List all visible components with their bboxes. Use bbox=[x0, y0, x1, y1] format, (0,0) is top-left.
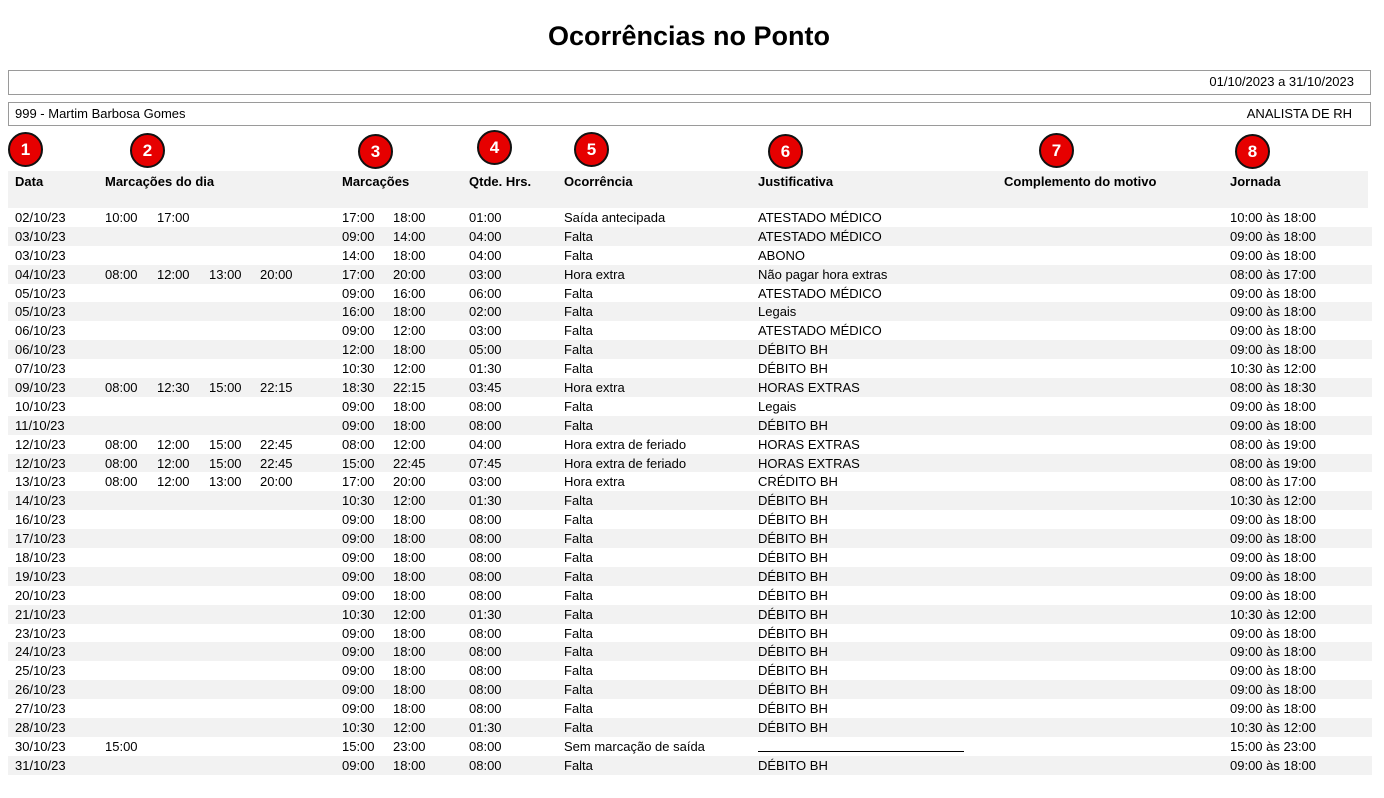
cell-marcacao-dia-2: 12:30 bbox=[157, 380, 190, 396]
cell-jornada: 09:00 às 18:00 bbox=[1230, 228, 1317, 244]
cell-marcacao-fim: 12:00 bbox=[393, 606, 426, 622]
cell-marcacao-fim: 22:45 bbox=[393, 455, 426, 471]
table-row bbox=[8, 680, 1372, 699]
table-row bbox=[8, 737, 1372, 756]
cell-ocorrencia: Falta bbox=[564, 606, 593, 622]
header-marcacoes-dia: Marcações do dia bbox=[105, 174, 215, 189]
cell-marcacao-inicio: 09:00 bbox=[342, 417, 375, 433]
cell-justificativa: DÉBITO BH bbox=[758, 342, 828, 358]
header-justificativa: Justificativa bbox=[758, 174, 834, 189]
cell-marcacao-inicio: 18:30 bbox=[342, 380, 375, 396]
cell-data: 25/10/23 bbox=[15, 663, 66, 679]
cell-marcacao-dia-1: 08:00 bbox=[105, 474, 138, 490]
cell-marcacao-dia-4: 20:00 bbox=[260, 474, 293, 490]
cell-data: 26/10/23 bbox=[15, 682, 66, 698]
cell-ocorrencia: Falta bbox=[564, 625, 593, 641]
cell-marcacao-inicio: 09:00 bbox=[342, 757, 375, 773]
table-row bbox=[8, 624, 1372, 643]
cell-marcacao-inicio: 09:00 bbox=[342, 531, 375, 547]
cell-data: 23/10/23 bbox=[15, 625, 66, 641]
cell-marcacao-dia-2: 12:00 bbox=[157, 474, 190, 490]
cell-qtde-hrs: 01:30 bbox=[469, 493, 502, 509]
table-row bbox=[8, 642, 1372, 661]
cell-data: 05/10/23 bbox=[15, 285, 66, 301]
cell-justificativa: DÉBITO BH bbox=[758, 625, 828, 641]
cell-jornada: 15:00 às 23:00 bbox=[1230, 738, 1317, 754]
employee-box bbox=[8, 102, 1371, 126]
table-row bbox=[8, 208, 1372, 227]
table-row bbox=[8, 397, 1372, 416]
cell-ocorrencia: Saída antecipada bbox=[564, 210, 666, 225]
cell-marcacao-dia-3: 15:00 bbox=[209, 455, 242, 471]
cell-marcacao-dia-1: 08:00 bbox=[105, 380, 138, 396]
cell-marcacao-dia-1: 08:00 bbox=[105, 455, 138, 471]
cell-jornada: 08:00 às 19:00 bbox=[1230, 455, 1317, 471]
cell-justificativa: Não pagar hora extras bbox=[758, 266, 888, 282]
cell-marcacao-fim: 14:00 bbox=[393, 228, 426, 244]
cell-justificativa: ATESTADO MÉDICO bbox=[758, 285, 882, 301]
cell-justificativa: DÉBITO BH bbox=[758, 644, 828, 660]
header-complemento: Complemento do motivo bbox=[1004, 174, 1157, 189]
cell-marcacao-fim: 12:00 bbox=[393, 720, 426, 736]
cell-jornada: 09:00 às 18:00 bbox=[1230, 568, 1317, 584]
cell-qtde-hrs: 08:00 bbox=[469, 568, 502, 584]
cell-jornada: 10:30 às 12:00 bbox=[1230, 720, 1317, 736]
cell-justificativa: DÉBITO BH bbox=[758, 720, 828, 736]
cell-marcacao-dia-1: 15:00 bbox=[105, 738, 138, 754]
cell-data: 27/10/23 bbox=[15, 701, 66, 717]
cell-justificativa: DÉBITO BH bbox=[758, 493, 828, 509]
cell-justificativa: DÉBITO BH bbox=[758, 701, 828, 717]
cell-marcacao-inicio: 14:00 bbox=[342, 247, 375, 263]
cell-marcacao-dia-3: 15:00 bbox=[209, 436, 242, 452]
cell-qtde-hrs: 01:30 bbox=[469, 361, 502, 377]
table-row bbox=[8, 284, 1372, 303]
justificativa-blank-line[interactable] bbox=[758, 739, 964, 755]
column-badge-7: 7 bbox=[1039, 133, 1074, 168]
cell-data: 20/10/23 bbox=[15, 587, 66, 603]
cell-data: 31/10/23 bbox=[15, 757, 66, 773]
cell-qtde-hrs: 08:00 bbox=[469, 682, 502, 698]
cell-marcacao-inicio: 09:00 bbox=[342, 682, 375, 698]
cell-justificativa: DÉBITO BH bbox=[758, 606, 828, 622]
cell-data: 12/10/23 bbox=[15, 455, 66, 471]
cell-marcacao-dia-2: 12:00 bbox=[157, 436, 190, 452]
cell-justificativa: DÉBITO BH bbox=[758, 417, 828, 433]
employee-name: 999 - Martim Barbosa Gomes bbox=[15, 106, 186, 121]
cell-jornada: 09:00 às 18:00 bbox=[1230, 512, 1317, 528]
cell-marcacao-fim: 20:00 bbox=[393, 266, 426, 282]
cell-marcacao-inicio: 09:00 bbox=[342, 512, 375, 528]
cell-marcacao-inicio: 10:30 bbox=[342, 720, 375, 736]
cell-marcacao-fim: 22:15 bbox=[393, 380, 426, 396]
cell-justificativa: DÉBITO BH bbox=[758, 663, 828, 679]
cell-jornada: 09:00 às 18:00 bbox=[1230, 398, 1317, 414]
cell-marcacao-dia-4: 22:45 bbox=[260, 436, 293, 452]
cell-ocorrencia: Falta bbox=[564, 682, 593, 698]
cell-jornada: 08:00 às 19:00 bbox=[1230, 436, 1317, 452]
cell-justificativa: DÉBITO BH bbox=[758, 587, 828, 603]
cell-justificativa: ATESTADO MÉDICO bbox=[758, 210, 882, 225]
cell-data: 07/10/23 bbox=[15, 361, 66, 377]
table-row bbox=[8, 718, 1372, 737]
cell-marcacao-inicio: 09:00 bbox=[342, 701, 375, 717]
cell-marcacao-dia-3: 15:00 bbox=[209, 380, 242, 396]
cell-marcacao-dia-2: 12:00 bbox=[157, 455, 190, 471]
cell-qtde-hrs: 08:00 bbox=[469, 398, 502, 414]
cell-data: 16/10/23 bbox=[15, 512, 66, 528]
cell-qtde-hrs: 08:00 bbox=[469, 625, 502, 641]
cell-marcacao-dia-1: 08:00 bbox=[105, 266, 138, 282]
table-row bbox=[8, 359, 1372, 378]
cell-marcacao-inicio: 09:00 bbox=[342, 228, 375, 244]
table-row bbox=[8, 548, 1372, 567]
column-badge-8: 8 bbox=[1235, 134, 1270, 169]
occurrences-table-body bbox=[8, 208, 1372, 775]
cell-marcacao-inicio: 09:00 bbox=[342, 285, 375, 301]
table-row bbox=[8, 340, 1372, 359]
cell-ocorrencia: Hora extra bbox=[564, 380, 625, 396]
cell-ocorrencia: Hora extra de feriado bbox=[564, 436, 687, 452]
cell-justificativa: ATESTADO MÉDICO bbox=[758, 228, 882, 244]
cell-marcacao-inicio: 08:00 bbox=[342, 436, 375, 452]
cell-marcacao-fim: 16:00 bbox=[393, 285, 426, 301]
cell-qtde-hrs: 08:00 bbox=[469, 417, 502, 433]
cell-marcacao-inicio: 16:00 bbox=[342, 304, 375, 320]
table-row bbox=[8, 472, 1372, 491]
cell-marcacao-inicio: 09:00 bbox=[342, 323, 375, 339]
cell-marcacao-inicio: 17:00 bbox=[342, 266, 375, 282]
cell-ocorrencia: Falta bbox=[564, 663, 593, 679]
cell-justificativa: DÉBITO BH bbox=[758, 757, 828, 773]
column-badge-1: 1 bbox=[8, 132, 43, 167]
cell-marcacao-inicio: 12:00 bbox=[342, 342, 375, 358]
cell-ocorrencia: Falta bbox=[564, 417, 593, 433]
period-range: 01/10/2023 a 31/10/2023 bbox=[1209, 74, 1354, 89]
cell-ocorrencia: Falta bbox=[564, 531, 593, 547]
cell-ocorrencia: Falta bbox=[564, 285, 593, 301]
cell-jornada: 08:00 às 18:30 bbox=[1230, 380, 1317, 396]
cell-marcacao-inicio: 09:00 bbox=[342, 398, 375, 414]
table-row bbox=[8, 227, 1372, 246]
cell-ocorrencia: Sem marcação de saída bbox=[564, 738, 705, 754]
cell-ocorrencia: Falta bbox=[564, 323, 593, 339]
cell-jornada: 10:30 às 12:00 bbox=[1230, 361, 1317, 377]
cell-jornada: 08:00 às 17:00 bbox=[1230, 266, 1317, 282]
header-jornada: Jornada bbox=[1230, 174, 1281, 189]
table-row bbox=[8, 435, 1372, 454]
cell-marcacao-fim: 23:00 bbox=[393, 738, 426, 754]
header-qtde-hrs: Qtde. Hrs. bbox=[469, 174, 532, 189]
cell-qtde-hrs: 08:00 bbox=[469, 644, 502, 660]
table-row bbox=[8, 416, 1372, 435]
cell-data: 09/10/23 bbox=[15, 380, 66, 396]
cell-marcacao-fim: 18:00 bbox=[393, 550, 426, 566]
cell-qtde-hrs: 08:00 bbox=[469, 531, 502, 547]
cell-jornada: 09:00 às 18:00 bbox=[1230, 757, 1317, 773]
cell-jornada: 09:00 às 18:00 bbox=[1230, 663, 1317, 679]
cell-jornada: 09:00 às 18:00 bbox=[1230, 550, 1317, 566]
cell-data: 10/10/23 bbox=[15, 398, 66, 414]
cell-data: 02/10/23 bbox=[15, 210, 66, 225]
table-row bbox=[8, 699, 1372, 718]
column-badge-6: 6 bbox=[768, 134, 803, 169]
cell-jornada: 10:30 às 12:00 bbox=[1230, 606, 1317, 622]
cell-marcacao-fim: 18:00 bbox=[393, 398, 426, 414]
cell-qtde-hrs: 06:00 bbox=[469, 285, 502, 301]
cell-marcacao-fim: 18:00 bbox=[393, 587, 426, 603]
cell-qtde-hrs: 04:00 bbox=[469, 247, 502, 263]
cell-data: 11/10/23 bbox=[15, 417, 65, 433]
cell-jornada: 09:00 às 18:00 bbox=[1230, 682, 1317, 698]
cell-marcacao-dia-4: 22:15 bbox=[260, 380, 293, 396]
cell-marcacao-fim: 18:00 bbox=[393, 247, 426, 263]
cell-ocorrencia: Falta bbox=[564, 247, 593, 263]
table-row bbox=[8, 454, 1372, 473]
cell-justificativa: Legais bbox=[758, 304, 797, 320]
cell-marcacao-inicio: 10:30 bbox=[342, 493, 375, 509]
table-row bbox=[8, 529, 1372, 548]
cell-justificativa: HORAS EXTRAS bbox=[758, 436, 860, 452]
column-badge-4: 4 bbox=[477, 130, 512, 165]
cell-marcacao-inicio: 15:00 bbox=[342, 455, 375, 471]
cell-justificativa: ATESTADO MÉDICO bbox=[758, 323, 882, 339]
cell-jornada: 09:00 às 18:00 bbox=[1230, 247, 1317, 263]
cell-marcacao-inicio: 09:00 bbox=[342, 644, 375, 660]
cell-marcacao-inicio: 09:00 bbox=[342, 663, 375, 679]
cell-marcacao-dia-3: 13:00 bbox=[209, 474, 242, 490]
cell-data: 17/10/23 bbox=[15, 531, 66, 547]
cell-qtde-hrs: 01:30 bbox=[469, 606, 502, 622]
cell-data: 28/10/23 bbox=[15, 720, 66, 736]
cell-marcacao-fim: 18:00 bbox=[393, 757, 426, 773]
cell-marcacao-inicio: 09:00 bbox=[342, 587, 375, 603]
cell-qtde-hrs: 08:00 bbox=[469, 550, 502, 566]
cell-qtde-hrs: 03:45 bbox=[469, 380, 502, 396]
cell-data: 24/10/23 bbox=[15, 644, 66, 660]
cell-marcacao-inicio: 09:00 bbox=[342, 625, 375, 641]
cell-qtde-hrs: 03:00 bbox=[469, 266, 502, 282]
table-row bbox=[8, 265, 1372, 284]
column-badge-3: 3 bbox=[358, 134, 393, 169]
cell-jornada: 09:00 às 18:00 bbox=[1230, 531, 1317, 547]
cell-marcacao-dia-2: 12:00 bbox=[157, 266, 190, 282]
cell-data: 18/10/23 bbox=[15, 550, 66, 566]
cell-ocorrencia: Falta bbox=[564, 493, 593, 509]
cell-marcacao-fim: 12:00 bbox=[393, 361, 426, 377]
cell-data: 30/10/23 bbox=[15, 738, 66, 754]
cell-jornada: 09:00 às 18:00 bbox=[1230, 644, 1317, 660]
cell-ocorrencia: Falta bbox=[564, 398, 593, 414]
cell-qtde-hrs: 03:00 bbox=[469, 474, 502, 490]
table-row bbox=[8, 246, 1372, 265]
cell-marcacao-fim: 12:00 bbox=[393, 323, 426, 339]
table-row bbox=[8, 756, 1372, 775]
cell-marcacao-inicio: 17:00 bbox=[342, 474, 375, 490]
cell-qtde-hrs: 08:00 bbox=[469, 757, 502, 773]
cell-qtde-hrs: 08:00 bbox=[469, 512, 502, 528]
cell-justificativa: DÉBITO BH bbox=[758, 682, 828, 698]
cell-marcacao-dia-4: 20:00 bbox=[260, 266, 293, 282]
cell-jornada: 09:00 às 18:00 bbox=[1230, 285, 1317, 301]
cell-data: 21/10/23 bbox=[15, 606, 66, 622]
cell-jornada: 08:00 às 17:00 bbox=[1230, 474, 1317, 490]
cell-qtde-hrs: 03:00 bbox=[469, 323, 502, 339]
cell-ocorrencia: Falta bbox=[564, 587, 593, 603]
cell-marcacao-fim: 18:00 bbox=[393, 304, 426, 320]
cell-qtde-hrs: 08:00 bbox=[469, 738, 502, 754]
cell-marcacao-inicio: 09:00 bbox=[342, 568, 375, 584]
cell-qtde-hrs: 08:00 bbox=[469, 663, 502, 679]
cell-data: 04/10/23 bbox=[15, 266, 66, 282]
cell-qtde-hrs: 01:00 bbox=[469, 210, 502, 225]
page-title: Ocorrências no Ponto bbox=[547, 21, 831, 51]
cell-data: 12/10/23 bbox=[15, 436, 66, 452]
cell-jornada: 09:00 às 18:00 bbox=[1230, 304, 1317, 320]
cell-qtde-hrs: 01:30 bbox=[469, 720, 502, 736]
cell-jornada: 10:30 às 12:00 bbox=[1230, 493, 1317, 509]
cell-marcacao-dia-1: 10:00 bbox=[105, 210, 138, 225]
cell-justificativa: DÉBITO BH bbox=[758, 512, 828, 528]
table-row bbox=[8, 586, 1372, 605]
cell-qtde-hrs: 04:00 bbox=[469, 228, 502, 244]
cell-data: 19/10/23 bbox=[15, 568, 66, 584]
cell-justificativa: ABONO bbox=[758, 247, 805, 263]
table-row bbox=[8, 491, 1372, 510]
cell-qtde-hrs: 08:00 bbox=[469, 701, 502, 717]
cell-ocorrencia: Hora extra bbox=[564, 474, 625, 490]
cell-justificativa: HORAS EXTRAS bbox=[758, 380, 860, 396]
cell-jornada: 10:00 às 18:00 bbox=[1230, 210, 1317, 225]
cell-ocorrencia: Falta bbox=[564, 512, 593, 528]
cell-ocorrencia: Falta bbox=[564, 720, 593, 736]
cell-marcacao-fim: 18:00 bbox=[393, 663, 426, 679]
cell-marcacao-dia-1: 08:00 bbox=[105, 436, 138, 452]
cell-ocorrencia: Falta bbox=[564, 228, 593, 244]
cell-marcacao-inicio: 17:00 bbox=[342, 210, 375, 225]
cell-marcacao-fim: 18:00 bbox=[393, 531, 426, 547]
header-marcacoes: Marcações bbox=[342, 174, 410, 189]
cell-ocorrencia: Falta bbox=[564, 701, 593, 717]
cell-justificativa: DÉBITO BH bbox=[758, 550, 828, 566]
cell-justificativa: DÉBITO BH bbox=[758, 531, 828, 547]
cell-ocorrencia: Hora extra de feriado bbox=[564, 455, 687, 471]
cell-ocorrencia: Falta bbox=[564, 361, 593, 377]
cell-ocorrencia: Falta bbox=[564, 342, 593, 358]
cell-data: 06/10/23 bbox=[15, 342, 66, 358]
cell-justificativa: CRÉDITO BH bbox=[758, 474, 838, 490]
employee-role: ANALISTA DE RH bbox=[1246, 106, 1352, 121]
cell-justificativa: DÉBITO BH bbox=[758, 361, 828, 377]
cell-marcacao-dia-2: 17:00 bbox=[157, 210, 190, 225]
cell-qtde-hrs: 07:45 bbox=[469, 455, 502, 471]
header-ocorrencia: Ocorrência bbox=[564, 174, 633, 189]
cell-jornada: 09:00 às 18:00 bbox=[1230, 342, 1317, 358]
cell-jornada: 09:00 às 18:00 bbox=[1230, 323, 1317, 339]
table-row bbox=[8, 567, 1372, 586]
cell-marcacao-fim: 18:00 bbox=[393, 342, 426, 358]
cell-justificativa: Legais bbox=[758, 398, 797, 414]
cell-ocorrencia: Falta bbox=[564, 550, 593, 566]
table-row bbox=[8, 510, 1372, 529]
cell-data: 03/10/23 bbox=[15, 228, 66, 244]
cell-qtde-hrs: 05:00 bbox=[469, 342, 502, 358]
cell-qtde-hrs: 04:00 bbox=[469, 436, 502, 452]
cell-marcacao-fim: 18:00 bbox=[393, 512, 426, 528]
cell-jornada: 09:00 às 18:00 bbox=[1230, 417, 1317, 433]
cell-marcacao-fim: 18:00 bbox=[393, 568, 426, 584]
table-row bbox=[8, 661, 1372, 680]
cell-jornada: 09:00 às 18:00 bbox=[1230, 701, 1317, 717]
cell-jornada: 09:00 às 18:00 bbox=[1230, 625, 1317, 641]
cell-marcacao-fim: 12:00 bbox=[393, 493, 426, 509]
cell-ocorrencia: Hora extra bbox=[564, 266, 625, 282]
period-box bbox=[8, 70, 1371, 95]
cell-justificativa: DÉBITO BH bbox=[758, 568, 828, 584]
cell-data: 06/10/23 bbox=[15, 323, 66, 339]
cell-marcacao-inicio: 15:00 bbox=[342, 738, 375, 754]
column-badge-5: 5 bbox=[574, 132, 609, 167]
cell-qtde-hrs: 02:00 bbox=[469, 304, 502, 320]
cell-qtde-hrs: 08:00 bbox=[469, 587, 502, 603]
cell-marcacao-inicio: 10:30 bbox=[342, 606, 375, 622]
header-data: Data bbox=[15, 174, 44, 189]
table-row bbox=[8, 378, 1372, 397]
cell-jornada: 09:00 às 18:00 bbox=[1230, 587, 1317, 603]
cell-marcacao-fim: 18:00 bbox=[393, 682, 426, 698]
cell-ocorrencia: Falta bbox=[564, 568, 593, 584]
cell-marcacao-inicio: 10:30 bbox=[342, 361, 375, 377]
table-row bbox=[8, 321, 1372, 340]
cell-marcacao-inicio: 09:00 bbox=[342, 550, 375, 566]
cell-data: 03/10/23 bbox=[15, 247, 66, 263]
table-row bbox=[8, 302, 1372, 321]
cell-marcacao-fim: 12:00 bbox=[393, 436, 426, 452]
cell-ocorrencia: Falta bbox=[564, 644, 593, 660]
cell-marcacao-fim: 18:00 bbox=[393, 701, 426, 717]
cell-ocorrencia: Falta bbox=[564, 304, 593, 320]
table-row bbox=[8, 605, 1372, 624]
column-badge-2: 2 bbox=[130, 133, 165, 168]
cell-data: 13/10/23 bbox=[15, 474, 66, 490]
cell-justificativa: HORAS EXTRAS bbox=[758, 455, 860, 471]
cell-data: 14/10/23 bbox=[15, 493, 66, 509]
cell-marcacao-fim: 18:00 bbox=[393, 644, 426, 660]
cell-marcacao-dia-4: 22:45 bbox=[260, 455, 293, 471]
cell-ocorrencia: Falta bbox=[564, 757, 593, 773]
cell-marcacao-fim: 18:00 bbox=[393, 417, 426, 433]
cell-marcacao-dia-3: 13:00 bbox=[209, 266, 242, 282]
cell-marcacao-fim: 18:00 bbox=[393, 210, 426, 225]
cell-marcacao-fim: 18:00 bbox=[393, 625, 426, 641]
cell-marcacao-fim: 20:00 bbox=[393, 474, 426, 490]
cell-data: 05/10/23 bbox=[15, 304, 66, 320]
